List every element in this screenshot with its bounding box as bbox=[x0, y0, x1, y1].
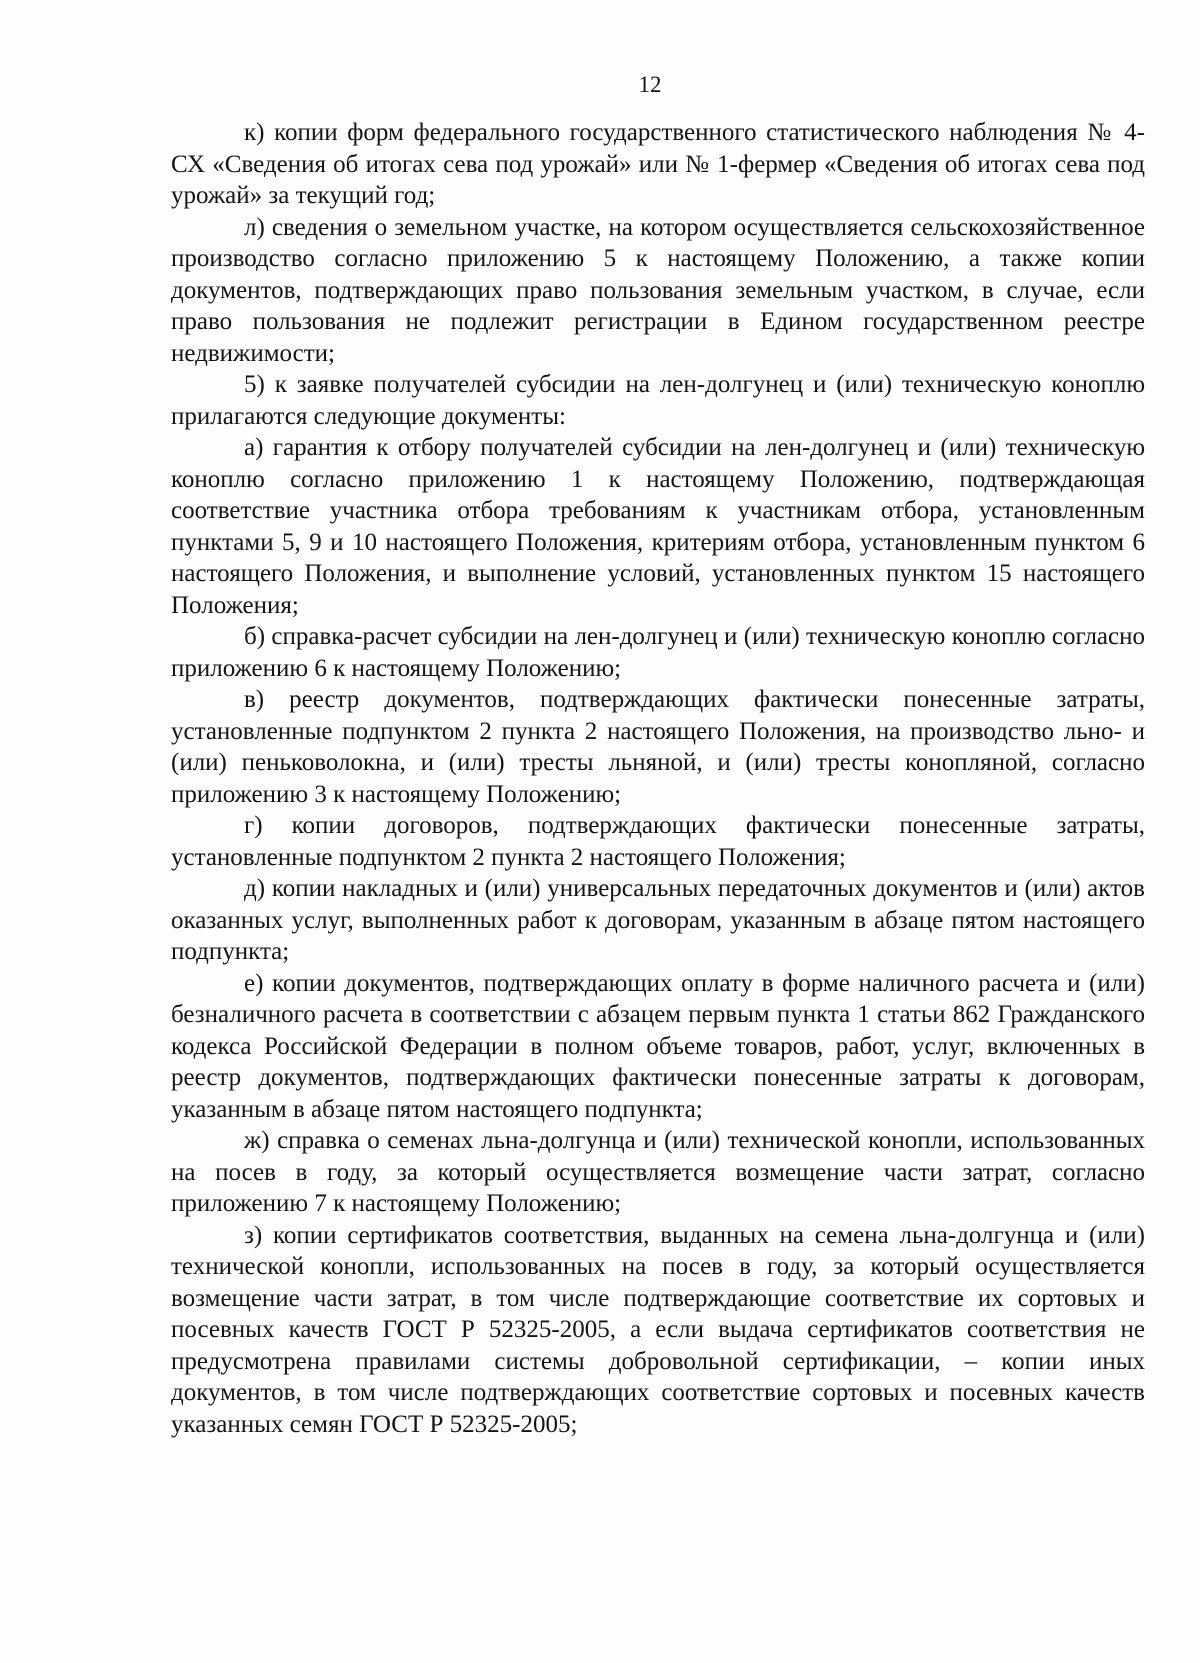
paragraph-b: б) справка-расчет субсидии на лен-долгунец и (или) техническую коноплю согласно приложению 6 к настоящему Положению; bbox=[171, 623, 1145, 682]
paragraph-zh: ж) справка о семенах льна-долгунца и (или) технической конопли, использованных на посев в году, за который осуществляется возмещение части затрат, согласно приложению 7 к настоящему Положению; bbox=[171, 1127, 1145, 1217]
paragraph-z: з) копии сертификатов соответствия, выданных на семена льна-долгунца и (или) технической конопли, использованных на посев в году, за который осуществляется возмещение части затрат, в том числе подтверждающие соответствие их сортовых и посевных качеств ГОСТ Р 52325-2005, а если выдача сертификатов соответствия не предусмотрена правилами системы добровольной сертификации, – копии иных документов, в том числе подтверждающих соответствие сортовых и посевных качеств указанных семян ГОСТ Р 52325-2005; bbox=[171, 1221, 1145, 1438]
paragraph-d: д) копии накладных и (или) универсальных передаточных документов и (или) актов оказанных услуг, выполненных работ к договорам, указанным в абзаце пятом настоящего подпункта; bbox=[171, 875, 1145, 965]
page-number: 12 bbox=[638, 72, 662, 97]
paragraph-g: г) копии договоров, подтверждающих фактически понесенные затраты, установленные подпунктом 2 пункта 2 настоящего Положения; bbox=[171, 812, 1145, 871]
paragraph-l: л) сведения о земельном участке, на котором осуществляется сельскохозяйственное производство согласно приложению 5 к настоящему Положению, а также копии документов, подтверждающих право пользования земельным участком, в случае, если право пользования не подлежит регистрации в Едином государственном реестре недвижимости; bbox=[171, 213, 1145, 367]
paragraph-item-5: 5) к заявке получателей субсидии на лен-долгунец и (или) техническую коноплю прилагаются следующие документы: bbox=[171, 371, 1145, 430]
paragraph-k: к) копии форм федерального государственного статистического наблюдения № 4-СХ «Сведения об итогах сева под урожай» или № 1-фермер «Сведения об итогах сева под урожай» за текущий год; bbox=[171, 119, 1145, 209]
paragraph-a: а) гарантия к отбору получателей субсидии на лен-долгунец и (или) техническую коноплю согласно приложению 1 к настоящему Положению, подтверждающая соответствие участника отбора требованиям к участникам отбора, установленным пунктами 5, 9 и 10 настоящего Положения, критериям отбора, установленным пунктом 6 настоящего Положения, и выполнение условий, установленных пунктом 15 настоящего Положения; bbox=[171, 434, 1145, 619]
paragraph-e: е) копии документов, подтверждающих оплату в форме наличного расчета и (или) безналичного расчета в соответствии с абзацем первым пункта 1 статьи 862 Гражданского кодекса Российской Федерации в полном объеме товаров, работ, услуг, включенных в реестр документов, подтверждающих фактически понесенные затраты к договорам, указанным в абзаце пятом настоящего подпункта; bbox=[171, 969, 1145, 1123]
document-body bbox=[171, 117, 1145, 1440]
paragraph-v: в) реестр документов, подтверждающих фактически понесенные затраты, установленные подпунктом 2 пункта 2 настоящего Положения, на производство льно- и (или) пеньковолокна, и (или) тресты льняной, и (или) тресты конопляной, согласно приложению 3 к настоящему Положению; bbox=[171, 686, 1145, 808]
